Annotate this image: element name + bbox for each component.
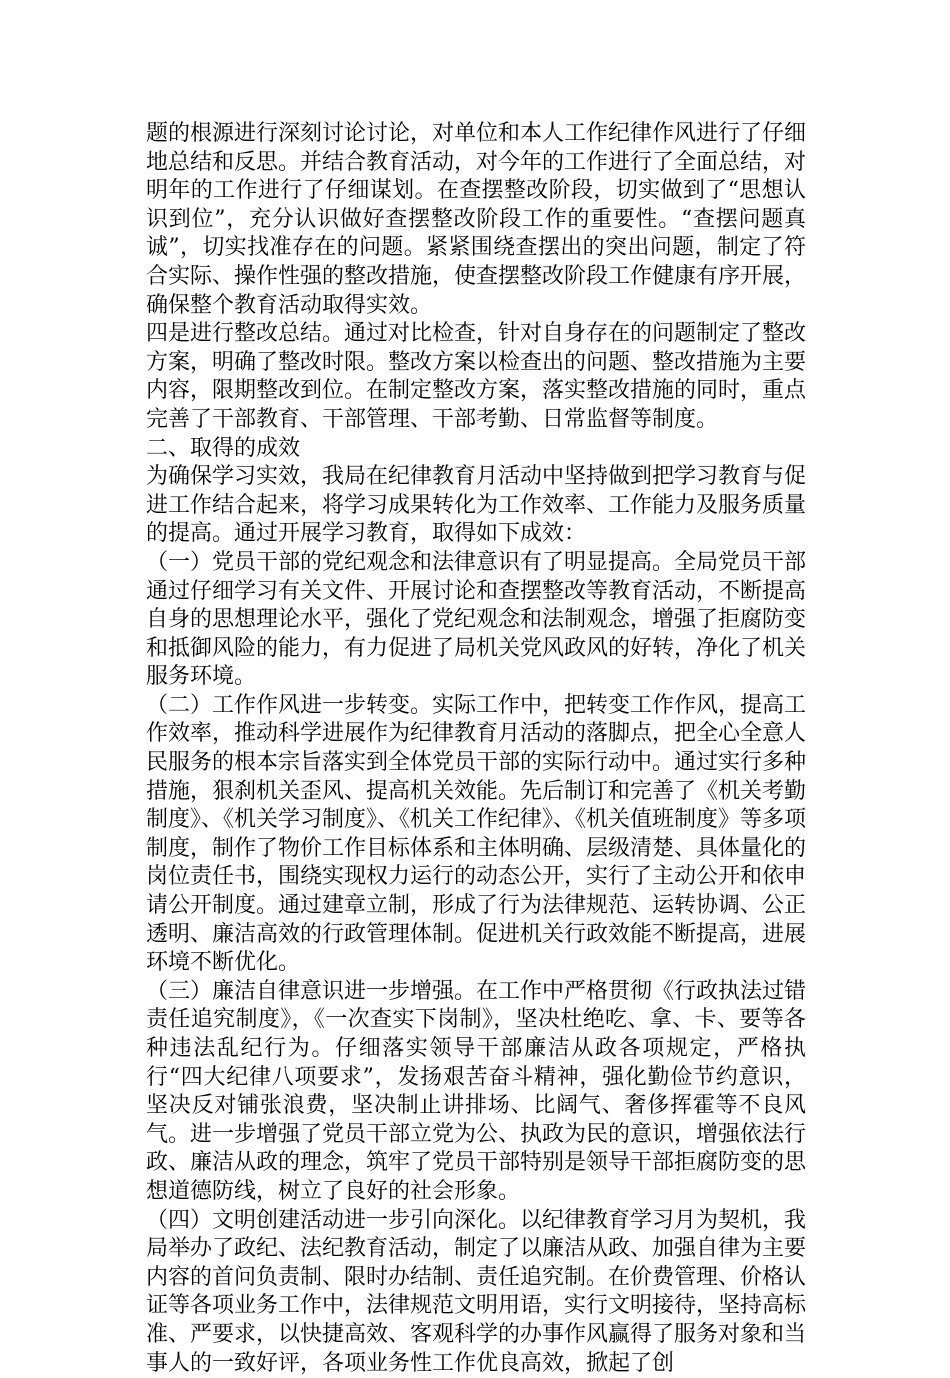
paragraph-achievement-3: （三）廉洁自律意识进一步增强。在工作中严格贯彻《行政执法过错责任追究制度》，《一次查实下岗制》，坚决杜绝吃、拿、卡、要等各种违法乱纪行为。仔细落实领导干部廉洁从政各项规定，严格执行“四大纪律八项要求”，发扬艰苦奋斗精神，强化勤俭节约意识，坚决反对铺张浪费，坚决制止讲排场、比阔气、奢侈挥霍等不良风气。进一步增强了党员干部立党为公、执政为民的意识，增强依法行政、廉洁从政的理念，筑牢了党员干部特别是领导干部拒腐防变的思想道德防线，树立了良好的社会形象。 [146,978,807,1204]
section-heading-achievements: 二、取得的成效 [146,435,301,461]
paragraph-rectification-stage: 题的根源进行深刻讨论讨论，对单位和本人工作纪律作风进行了仔细地总结和反思。并结合教育活动，对今年的工作进行了全面总结，对明年的工作进行了仔细谋划。在查摆整改阶段，切实做到了“思想认识到位”，充分认识做好查摆整改阶段工作的重要性。“查摆问题真诚”，切实找准存在的问题。紧紧围绕查摆出的突出问题，制定了符合实际、操作性强的整改措施，使查摆整改阶段工作健康有序开展，确保整个教育活动取得实效。 [146,121,807,318]
paragraph-achievement-1: （一）党员干部的党纪观念和法律意识有了明显提高。全局党员干部通过仔细学习有关文件、开展讨论和查摆整改等教育活动，不断提高自身的思想理论水平，强化了党纪观念和法制观念，增强了拒腐防变和抵御风险的能力，有力促进了局机关党风政风的好转，净化了机关服务环境。 [146,549,807,690]
paragraph-rectification-summary: 四是进行整改总结。通过对比检查，针对自身存在的问题制定了整改方案，明确了整改时限。整改方案以检查出的问题、整改措施为主要内容，限期整改到位。在制定整改方案，落实整改措施的同时，重点完善了干部教育、干部管理、干部考勤、日常监督等制度。 [146,321,807,432]
paragraph-achievement-2: （二）工作作风进一步转变。实际工作中，把转变工作作风，提高工作效率，推动科学进展作为纪律教育月活动的落脚点，把全心全意人民服务的根本宗旨落实到全体党员干部的实际行动中。通过实行多种措施，狠刹机关歪风、提高机关效能。先后制订和完善了《机关考勤制度》、《机关学习制度》、《机关工作纪律》、《机关值班制度》等多项制度，制作了物价工作目标体系和主体明确、层级清楚、具体量化的岗位责任书，围绕实现权力运行的动态公开，实行了主动公开和依申请公开制度。通过建章立制，形成了行为法律规范、运转协调、公正透明、廉洁高效的行政管理体制。促进机关行政效能不断提高，进展环境不断优化。 [146,692,807,976]
paragraph-achievement-4: （四）文明创建活动进一步引向深化。以纪律教育学习月为契机，我局举办了政纪、法纪教育活动，制定了以廉洁从政、加强自律为主要内容的首问负责制、限时办结制、责任追究制。在价费管理、价格认证等各项业务工作中，法律规范文明用语，实行文明接待，坚持高标准、严要求，以快捷高效、客观科学的办事作风赢得了服务对象和当事人的一致好评，各项业务性工作优良高效，掀起了创 [146,1207,807,1376]
paragraph-achievements-intro: 为确保学习实效，我局在纪律教育月活动中坚持做到把学习教育与促进工作结合起来，将学习成果转化为工作效率、工作能力及服务质量的提高。通过开展学习教育，取得如下成效： [146,464,807,547]
document-body [146,120,806,1378]
